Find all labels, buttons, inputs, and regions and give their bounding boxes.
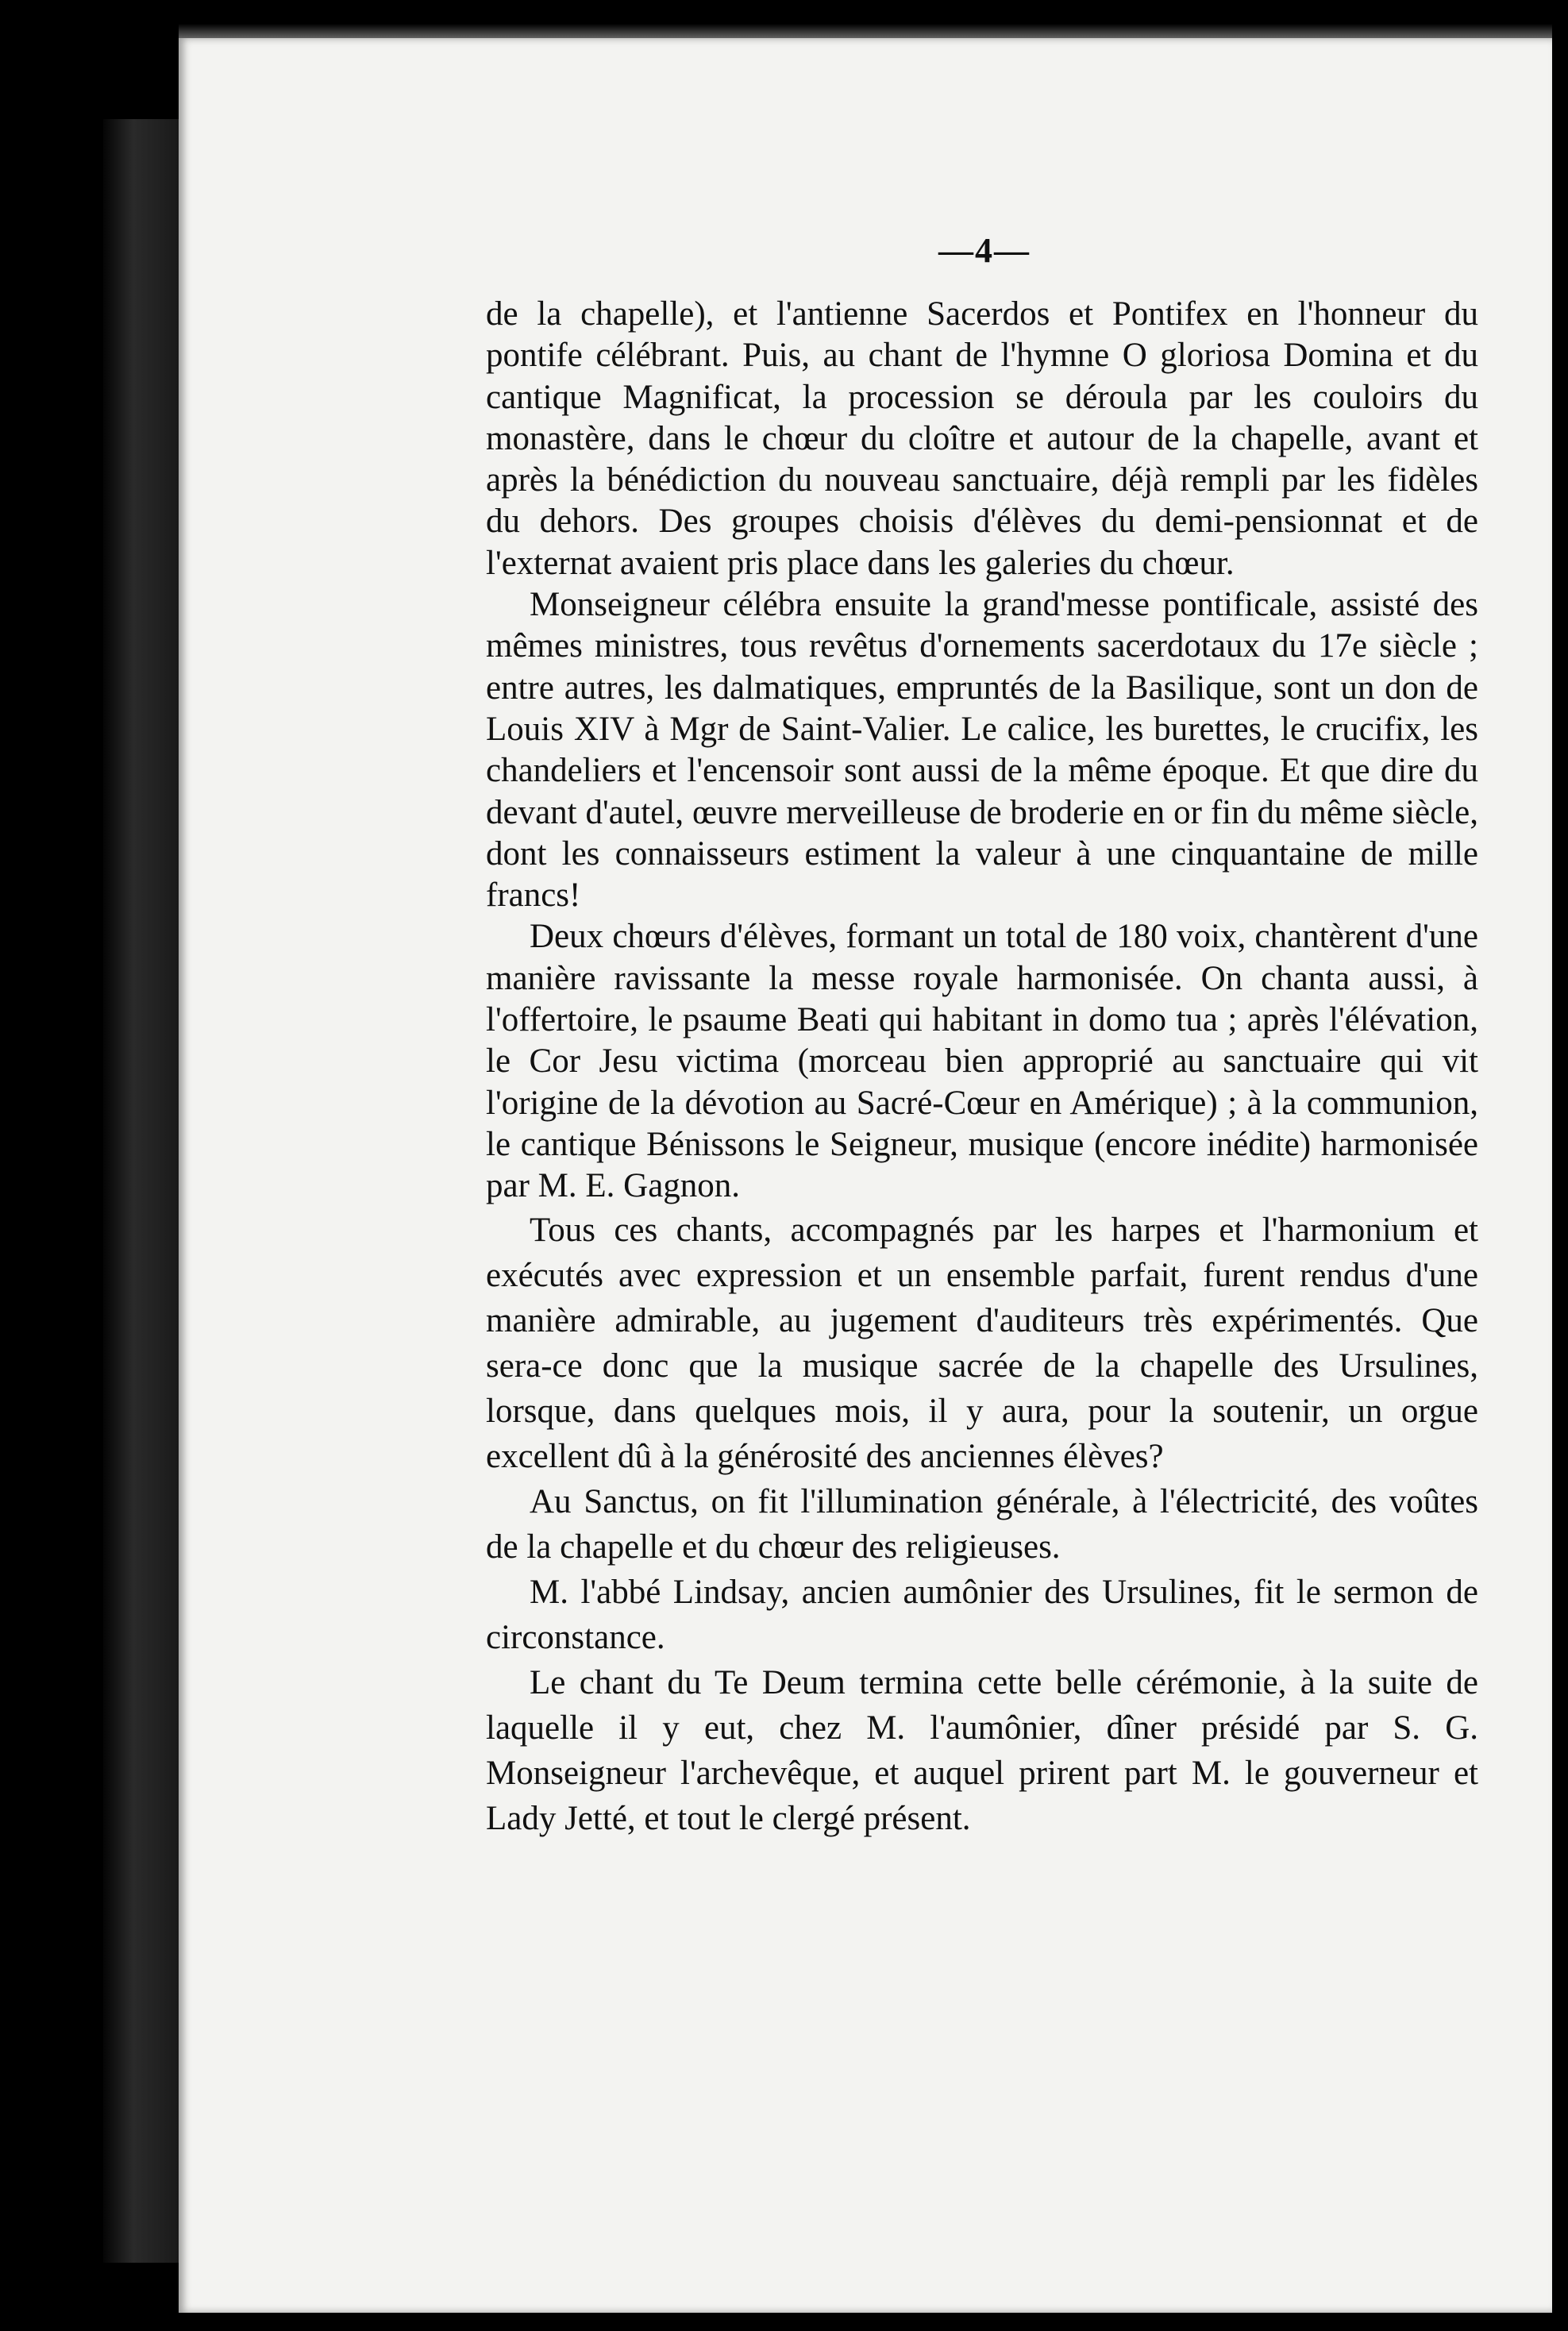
paragraph-sermon: M. l'abbé Lindsay, ancien aumônier des Ursulines, fit le sermon de circonstance. [486, 1573, 1478, 1656]
book-binding-shadow [103, 119, 179, 2263]
paragraph-procession: de la chapelle), et l'antienne Sacerdos et Pontifex en l'honneur du pontife célébrant. Puis, au chant de l'hymne O gloriosa Domina et du cantique Magnificat, la procession se déroula par les couloirs du monastère, dans le chœur du cloître et autour de la chapelle, avant et après la bénédiction du nouveau sanctuaire, déjà rempli par les fidèles du dehors. Des groupes choisis d'élèves du demi-pensionnat et de l'externat avaient pris place dans les galeries du chœur. [486, 295, 1478, 582]
page-number: —4— [938, 231, 1031, 270]
paragraph-chants: Tous ces chants, accompagnés par les harpes et l'harmonium et exécutés avec expression et un ensemble parfait, furent rendus d'une manière admirable, au jugement d'auditeurs très expérimentés. Que sera-ce donc que la musique sacrée de la chapelle des Ursulines, lorsque, dans quelques mois, il y aura, pour la soutenir, un orgue excellent dû à la générosité des anciennes élèves? [486, 1211, 1478, 1475]
paragraph-mass: Monseigneur célébra ensuite la grand'messe pontificale, assisté des mêmes ministres, tous revêtus d'ornements sacerdotaux du 17e siècle ; entre autres, les dalmatiques, empruntés de la Basilique, sont un don de Louis XIV à Mgr de Saint-Valier. Le calice, les burettes, le crucifix, les chandeliers et l'encensoir sont aussi de la même époque. Et que dire du devant d'autel, œuvre merveilleuse de broderie en or fin du même siècle, dont les connaisseurs estiment la valeur à une cinquantaine de mille francs! [486, 586, 1478, 915]
paragraph-te-deum: Le chant du Te Deum termina cette belle cérémonie, à la suite de laquelle il y eut, chez M. l'aumônier, dîner présidé par S. G. Monseigneur l'archevêque, et auquel prirent part M. le gouverneur et Lady Jetté, et tout le clergé présent. [486, 1663, 1478, 1837]
body-text [486, 294, 1478, 1841]
paragraph-sanctus: Au Sanctus, on fit l'illumination générale, à l'électricité, des voûtes de la chapelle et du chœur des religieuses. [486, 1482, 1478, 1566]
paragraph-choirs: Deux chœurs d'élèves, formant un total de 180 voix, chantèrent d'une manière ravissante la messe royale harmonisée. On chanta aussi, à l'offertoire, le psaume Beati qui habitant in domo tua ; après l'élévation, le Cor Jesu victima (morceau bien approprié au sanctuaire qui vit l'origine de la dévotion au Sacré-Cœur en Amérique) ; à la communion, le cantique Bénissons le Seigneur, musique (encore inédite) harmonisée par M. E. Gagnon. [486, 918, 1478, 1205]
